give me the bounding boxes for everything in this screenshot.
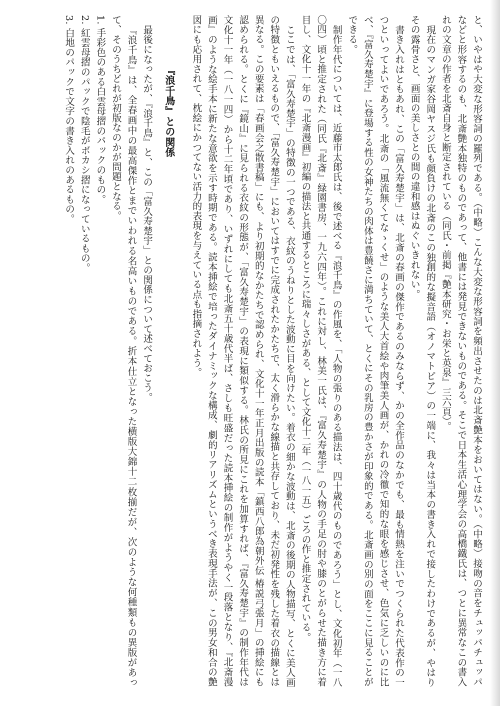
list-item: 3. 白地のパックで文字の書き入れのあるもの。 bbox=[63, 15, 75, 224]
section-heading: 『浪千鳥』との関係 bbox=[162, 65, 174, 158]
paragraph: ここでは、「富久寿楚宇」の特徴の一つである、衣紋のうねりとした波動に目を向けたい。着衣の細かな波動は、北斎の後期の人物描写、とくに美人画の特徴ともいえるもので、「富久寿楚宇」においてはすでに完成されたかたちで、太く滑らかな線描と共存しており、未だ初発性を残した着衣の描線とは異なる。この要素は「春画会之散書稿」にも、より初期的なかたちで認められ、文化十一年正月出版の読本「鎮西八郎為朝外伝 椿説弓張月」の挿絵にも認められる。とくに『鏡山』に見られる衣紋の形態が、「富久寿楚宇」の表現に類似する。林氏の所見にこれを加算すれば、『富久寿楚宇』の制作年代は文化十一年（一八一四）から十二年頃であり、いずれにしても北斎五十歳代半ば、さしも旺盛だった読本挿絵の制作がようやく一段落となり、『北斎漫画』のような絵手本に新たな意欲を示す時期である。読本挿絵で培ったダイナミックな構成、劇的リアリズムというべき表現手法が、この男女和合の艶図にも応用されて、枕絵にかつてない活力的表現を与えている点も指摘されよう。 bbox=[190, 15, 295, 687]
paragraph: 制作年代については、近藤市太郎氏は、後で述べる『浪千鳥』の作風を、「人物の張りのある描法は、四十歳代のものであろう」とし、文化初年（一八〇四）頃と推定された（同氏『北斎』緑園書房、一九六四年）。これに対し、林美一氏は、『富久寿楚宇』の人物の手足の肘や膝のとがらせた描き方に着目し、文化十一年の『北斎漫画』初編の描法と共通するところに瑞々しさがある、として文化十二年（一八一五）ごろの作と推定されている。 bbox=[299, 15, 342, 687]
paragraph: と、いやはや大変な形容詞の羅列である。（中略）こんな大変な形容詞を頻出させたのは北斎艶本をおいてはない。（中略）接吻の音をチュッパチュッパなどと形容するのも、北斎艶本独特のものであって、他書には発見できないものである。そこで日本生活心理学会の高橋鐵氏は、つとに異常なこの書入れの文章の作者を北斎自身と断定されている（同氏・前掲『艶本研究・お栄と英泉』三六頁）。 bbox=[439, 15, 482, 687]
paragraph: 最後になったが、『浪千鳥』と、この「富久寿楚宇」との関係について述べておこう。 bbox=[141, 24, 153, 402]
vertical-text-body bbox=[12, 15, 484, 687]
scan-edge-shadow bbox=[490, 0, 500, 706]
paragraph: 書き入れはともあれ、この「富久寿楚宇」は、北斎の春画の傑作であるのみならず、かの全作品のなかでも、最も情熱を注いでつくられた代表作の一つといってよいであろう。北斎の「風流無くてなゝくせ」のような美人大首絵や肉筆美人画が、かれの冷徹で知的な眼を感じさせ、色気に乏しいのに比べ、『富久寿楚宇』に登場する性の女神たちの肉体は豊饒さに満ちていて、とくにその乳房の豊かさが印象的である。北斎画の別の面をここに見ることができる。 bbox=[346, 15, 405, 687]
text-flow bbox=[61, 15, 484, 687]
paragraph: 現在のマンガ家谷岡ヤスジ氏も顔負けの北斎のこの独創的な擬音語（オノマトピア）の一端に、我々は当本の書き入れで接したわけであるが、やはりその露骨さと、画面の美しさとの間の違和感はぬぐいきれない。 bbox=[408, 15, 436, 687]
list-item: 1. 手彩色のある白雲母摺のパックのもの。 bbox=[94, 15, 106, 205]
list-item: 2. 紅雲母摺のパックで陰毛がボカシ摺になっているもの。 bbox=[78, 15, 90, 273]
paragraph: 『浪千鳥』は、全春画中の最高傑作とまでいわれる名高いものである。折本仕立となった横版大錦十二枚揃だが、次のような何種類もの異版があって、そのうちどれが初版なのかが問題となる。 bbox=[109, 15, 137, 687]
